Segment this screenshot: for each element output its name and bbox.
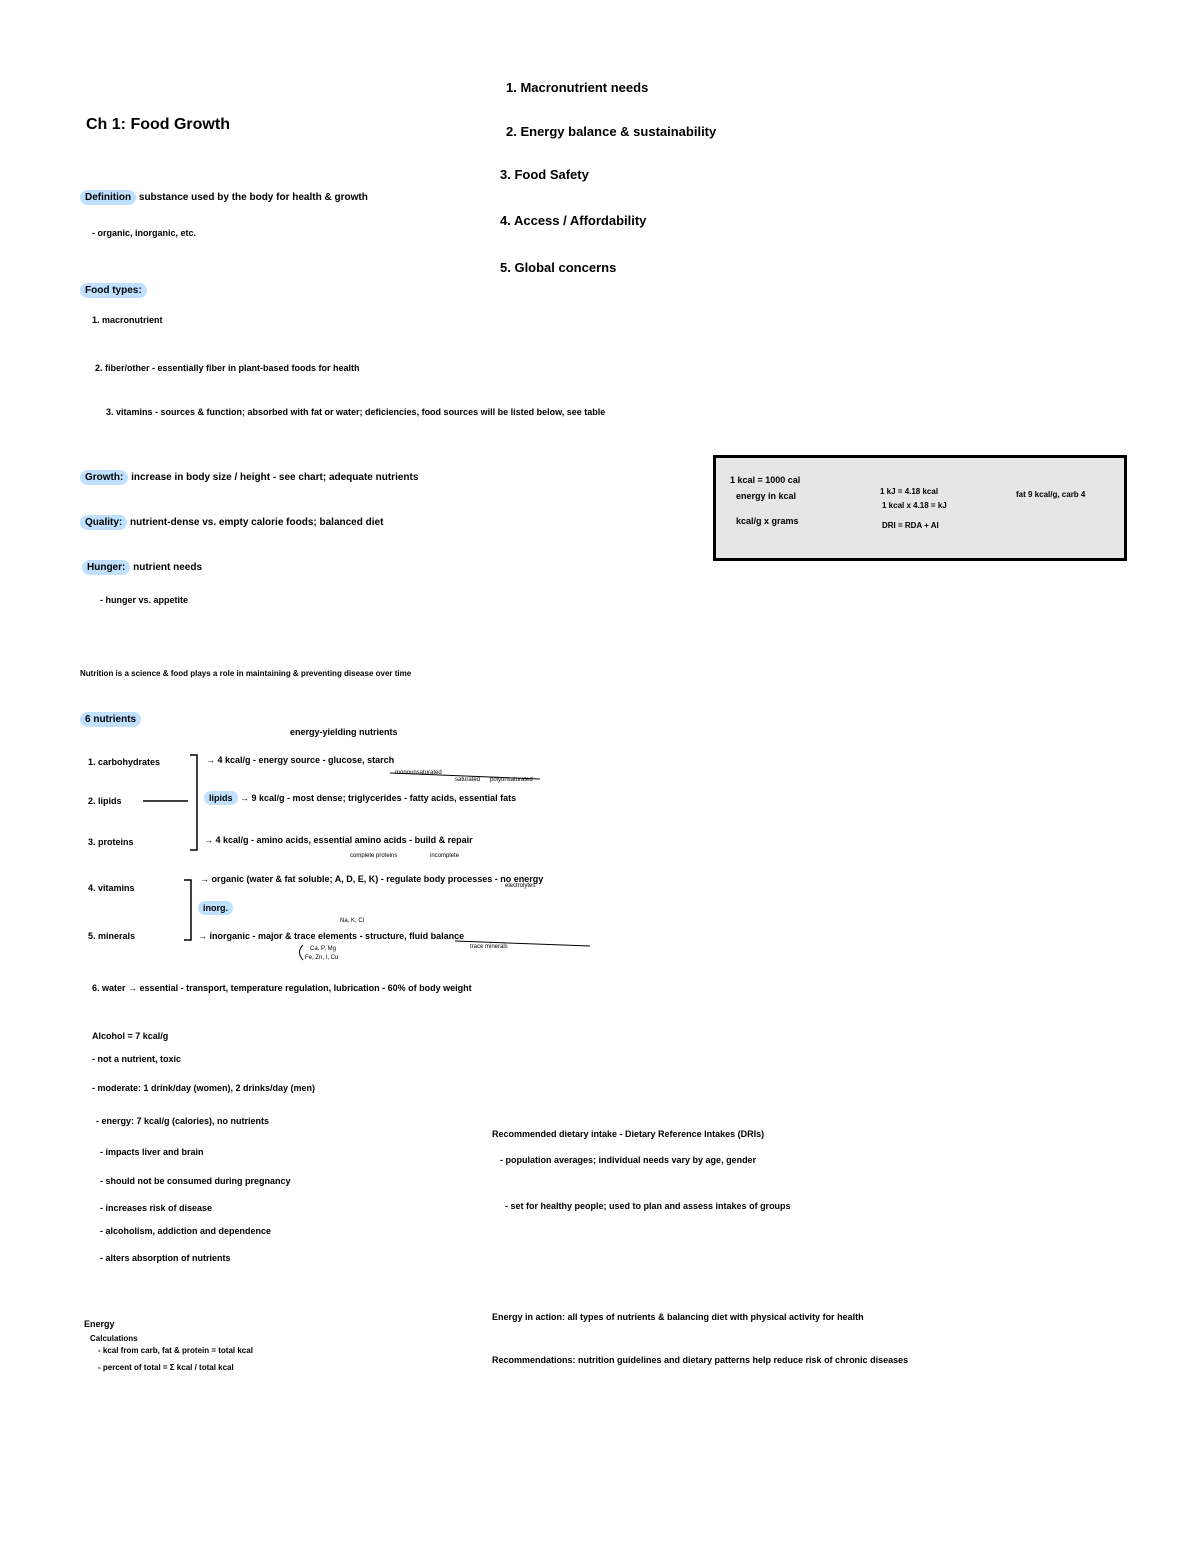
food-type-item: 3. vitamins - sources & function; absorbed with fat or water; deficiencies, food sources will be listed below, see table xyxy=(106,407,606,417)
nutrients-label: 6 nutrients xyxy=(80,715,141,725)
energy-line: → inorganic - major & trace elements - structure, fluid balance xyxy=(198,931,465,941)
definition-sub: - organic, inorganic, etc. xyxy=(92,228,197,238)
hunger-sub: - hunger vs. appetite xyxy=(100,595,189,605)
energy-line: → 4 kcal/g - energy source - glucose, starch xyxy=(206,755,395,765)
energy-units-box: 1 kcal = 1000 cal energy in kcal kcal/g x grams 1 kJ = 4.18 kcal 1 kcal x 4.18 = kJ DRI = RDA + AI fat 9 kcal/g, carb 4 xyxy=(713,455,1127,561)
term-line: Hunger: nutrient needs xyxy=(82,563,202,573)
food-type-item: 1. macronutrient xyxy=(92,315,163,325)
dietary-item: - population averages; individual needs vary by age, gender xyxy=(500,1155,757,1165)
energy-line: 6. water → essential - transport, temperature regulation, lubrication - 60% of body weight xyxy=(92,983,472,993)
bottom-note: Recommendations: nutrition guidelines and dietary patterns help reduce risk of chronic diseases xyxy=(492,1355,909,1365)
energy-line: lipids → 9 kcal/g - most dense; triglycerides - fatty acids, essential fats xyxy=(204,794,516,803)
alcohol-item: - increases risk of disease xyxy=(100,1203,213,1213)
energy-header-note: energy-yielding nutrients xyxy=(290,727,398,737)
dietary-heading: Recommended dietary intake - Dietary Reference Intakes (DRIs) xyxy=(492,1129,765,1139)
alcohol-item: - not a nutrient, toxic xyxy=(92,1054,181,1064)
minerals-tag: inorg. xyxy=(198,904,233,913)
dietary-item: - set for healthy people; used to plan and assess intakes of groups xyxy=(505,1201,791,1211)
definition-term: Definition xyxy=(80,190,136,205)
term-line: Growth: increase in body size / height - see chart; adequate nutrients xyxy=(80,473,418,483)
food-type-item: 2. fiber/other - essentially fiber in plant-based foods for health xyxy=(95,363,360,373)
alcohol-item: - energy: 7 kcal/g (calories), no nutrients xyxy=(96,1116,270,1126)
definition-line xyxy=(80,193,368,203)
nutrient-item: 4. vitamins xyxy=(88,883,135,893)
alcohol-item: - alters absorption of nutrients xyxy=(100,1253,231,1263)
outline-item: 5. Global concerns xyxy=(500,260,617,275)
food-types-label: Food types: xyxy=(80,286,147,296)
summary-line: Nutrition is a science & food plays a role in maintaining & preventing disease over time xyxy=(80,669,412,678)
outline-item: 4. Access / Affordability xyxy=(500,213,647,228)
alcohol-item: - impacts liver and brain xyxy=(100,1147,204,1157)
energy-calc-item: - percent of total = Σ kcal / total kcal xyxy=(98,1363,234,1372)
alcohol-heading: Alcohol = 7 kcal/g xyxy=(92,1031,169,1041)
nutrient-item: 5. minerals xyxy=(88,931,136,941)
bottom-note: Energy in action: all types of nutrients & balancing diet with physical activity for health xyxy=(492,1312,864,1322)
nutrient-item: 3. proteins xyxy=(88,837,134,847)
alcohol-item: - should not be consumed during pregnancy xyxy=(100,1176,291,1186)
energy-calc-item: - kcal from carb, fat & protein = total kcal xyxy=(98,1346,253,1355)
energy-calc-heading: Energy xyxy=(84,1319,115,1329)
alcohol-item: - moderate: 1 drink/day (women), 2 drinks/day (men) xyxy=(92,1083,316,1093)
definition-text: substance used by the body for health & growth xyxy=(138,192,368,203)
alcohol-item: - alcoholism, addiction and dependence xyxy=(100,1226,272,1236)
nutrient-item: 2. lipids xyxy=(88,796,122,806)
nutrient-item: 1. carbohydrates xyxy=(88,757,161,767)
outline-item: 2. Energy balance & sustainability xyxy=(506,124,717,139)
energy-line: → 4 kcal/g - amino acids, essential amino acids - build & repair xyxy=(204,835,473,845)
page-title: Ch 1: Food Growth xyxy=(86,116,230,133)
outline-item: 3. Food Safety xyxy=(500,167,589,182)
energy-line: → organic (water & fat soluble; A, D, E, K) - regulate body processes - no energy xyxy=(200,874,544,884)
term-line: Quality: nutrient-dense vs. empty calorie foods; balanced diet xyxy=(80,518,383,528)
energy-calc-sub: Calculations xyxy=(90,1334,138,1343)
outline-item: 1. Macronutrient needs xyxy=(506,80,649,95)
